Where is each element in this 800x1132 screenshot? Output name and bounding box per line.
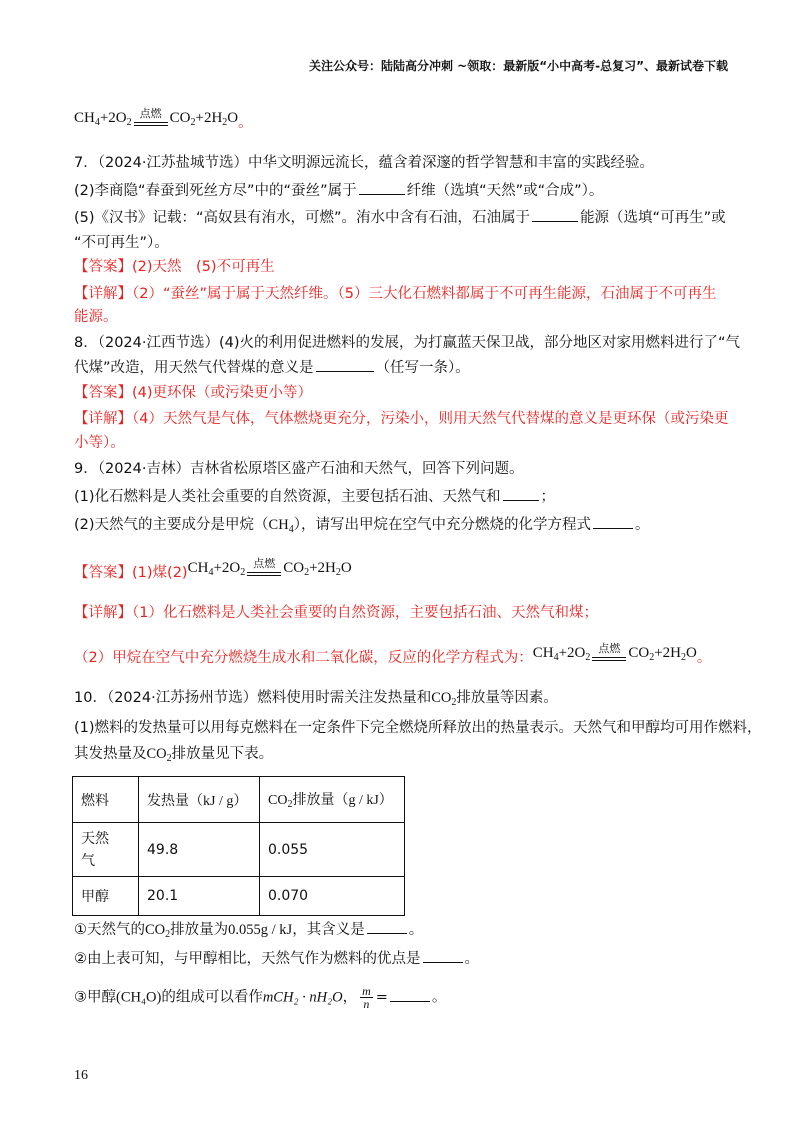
- q9-detail-cont: （2）甲烷在空气中充分燃烧生成水和二氧化碳，反应的化学方程式为：$CH_4+2O_2$ 点燃 $CO_2+2H_2O$。: [74, 642, 712, 666]
- q7-answer: 【答案】(2)天然 (5)不可再生: [74, 259, 275, 275]
- q8-detail: 【详解】（4）天然气是气体，气体燃烧更充分，污染小，则用天然气代替煤的意义是更环保（或污染更: [74, 411, 729, 427]
- q7-part5-cont: “不可再生”）。: [74, 235, 169, 251]
- q7-detail: 【详解】（2）“蚕丝”属于属于天然纤维。（5）三大化石燃料都属于不可再生能源，石油属于不可再生: [74, 286, 717, 302]
- q9-answer: 【答案】(1)煤$(2)CH_4+2O_2$ 点燃 $CO_2+2H_2O$: [74, 557, 352, 581]
- q9-part2: (2)天然气的主要成分是甲烷$(CH_4)$，请写出甲烷在空气中充分燃烧的化学方程式 。: [74, 514, 649, 540]
- table-cell: 天然 气: [73, 823, 139, 877]
- table-cell: 甲醇: [73, 877, 139, 916]
- table-cell: 49.8: [139, 823, 260, 877]
- q10-title: 10．（2024·江苏扬州节选）燃料使用时需关注发热量和$CO_2$排放量等因素。: [74, 690, 558, 708]
- table-cell: 20.1: [139, 877, 260, 916]
- q9-part1: (1)化石燃料是人类社会重要的自然资源，主要包括石油、天然气和 ；: [74, 486, 555, 507]
- page-number: 16: [74, 1068, 88, 1083]
- table-row: [73, 877, 405, 916]
- q9-title: 9．（2024·吉林）吉林省松原塔区盛产石油和天然气，回答下列问题。: [74, 461, 524, 477]
- answer-blank[interactable]: [359, 180, 405, 195]
- answer-blank[interactable]: [532, 207, 578, 222]
- table-cell: 0.055: [260, 823, 405, 877]
- fuel-table: [72, 776, 405, 916]
- table-header-row: [73, 777, 405, 823]
- q10-sub1: ①天然气的$CO_2$排放量为0.055g / kJ，其含义是 。: [74, 919, 423, 945]
- q7-title: 7．（2024·江苏盐城节选）中华文明源远流长，蕴含着深邃的哲学智慧和丰富的实践经验。: [74, 155, 654, 171]
- q7-part2: (2)李商隐“春蚕到死丝方尽”中的“蚕丝”属于 纤维（选填“天然”或“合成”）。: [74, 180, 603, 201]
- q7-part5: (5)《汉书》记载：“高奴县有洧水，可燃”。洧水中含有石油，石油属于 能源（选填“可再生”或: [74, 207, 726, 228]
- page-header: 关注公众号：陆陆高分冲刺 ~领取：最新版“小中高考-总复习”、最新试卷下载: [309, 59, 728, 73]
- table-header-cell: 发热量（kJ / g）: [139, 777, 260, 823]
- fraction-m-over-n: $\frac{m}{n}$: [362, 984, 371, 1011]
- q8-line2: 代煤”改造，用天然气代替煤的意义是 （任写一条）。: [74, 357, 470, 378]
- q9-detail: 【详解】（1）化石燃料是人类社会重要的自然资源，主要包括石油、天然气和煤；: [74, 605, 598, 621]
- top-equation: $CH_4+2O_2$ 点燃 $CO_2+2H_2O$。: [74, 107, 253, 131]
- q10-sub2: ②由上表可知，与甲醇相比，天然气作为燃料的优点是 。: [74, 948, 479, 969]
- q8-title: 8．（2024·江西节选）(4)火的利用促进燃料的发展，为打赢蓝天保卫战，部分地区对家用燃料进行了“气: [74, 335, 741, 351]
- q8-answer: 【答案】(4)更环保（或污染更小等）: [74, 385, 313, 401]
- answer-blank[interactable]: [390, 987, 430, 1002]
- q10-part1-cont: 其发热量及$CO_2$排放量见下表。: [74, 746, 274, 764]
- answer-blank[interactable]: [367, 919, 407, 934]
- answer-blank[interactable]: [316, 357, 374, 372]
- q10-part1: (1)燃料的发热量可以用每克燃料在一定条件下完全燃烧所释放出的热量表示。天然气和甲醇均可用作燃料，: [74, 720, 762, 736]
- table-header-cell: 燃料: [73, 777, 139, 823]
- q10-sub3: ③甲醇(CH₄O)的组成可以看作mCH₂ · nH₂O， $\frac{m}{n}$ = 。: [74, 984, 447, 1011]
- table-header-cell: $CO_2$排放量（g / kJ）: [260, 777, 405, 823]
- q7-detail-cont: 能源。: [74, 309, 118, 325]
- answer-blank[interactable]: [593, 514, 633, 529]
- answer-blank[interactable]: [503, 486, 539, 501]
- table-row: [73, 823, 405, 877]
- q8-detail-cont: 小等）。: [74, 435, 125, 451]
- table-cell: 0.070: [260, 877, 405, 916]
- answer-blank[interactable]: [423, 948, 463, 963]
